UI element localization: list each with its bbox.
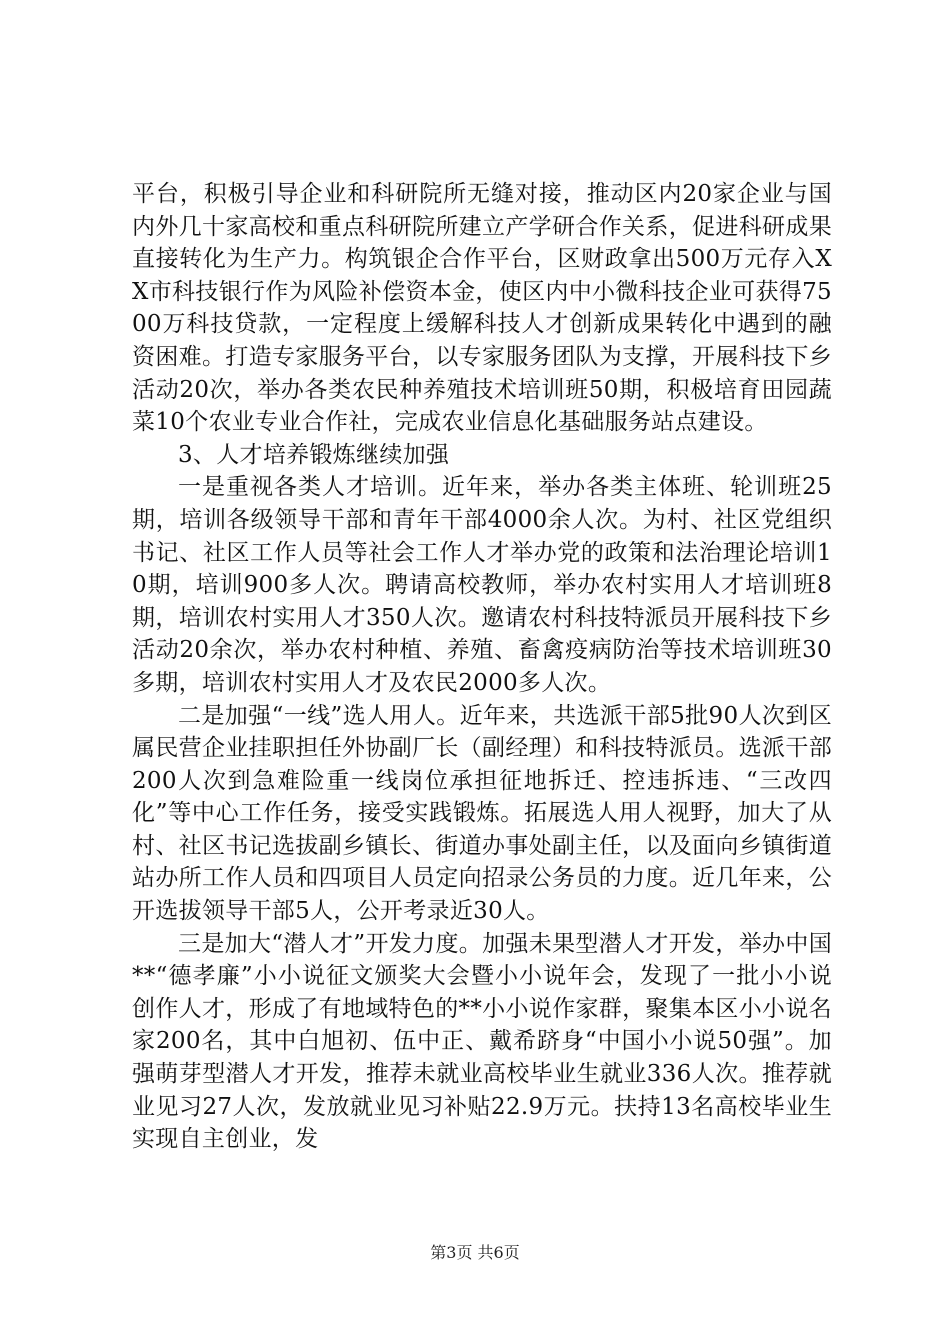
paragraph-frontline: 二是加强“一线”选人用人。近年来，共选派干部5批90人次到区属民营企业挂职担任外协副厂长（副经理）和科技特派员。选派干部200人次到急难险重一线岗位承担征地拆迁、控违拆违、“三改四化”等中心工作任务，接受实践锻炼。拓展选人用人视野，加大了从村、社区书记选拔副乡镇长、街道办事处副主任，以及面向乡镇街道站办所工作人员和四项目人员定向招录公务员的力度。近几年来，公开选拔领导干部5人，公开考录近30人。	[132, 702, 832, 925]
paragraph-potential-talent: 三是加大“潜人才”开发力度。加强未果型潜人才开发，举办中国**“德孝廉”小小说征文颁奖大会暨小小说年会，发现了一批小小说创作人才，形成了有地域特色的**小小说作家群，聚集本区小小说名家200名，其中白旭初、伍中正、戴希跻身“中国小小说50强”。加强萌芽型潜人才开发，推荐未就业高校毕业生就业336人次。推荐就业见习27人次，发放就业见习补贴22.9万元。扶持13名高校毕业生实现自主创业，发	[132, 930, 832, 1153]
paragraph-continuation: 平台，积极引导企业和科研院所无缝对接，推动区内20家企业与国内外几十家高校和重点科研院所建立产学研合作关系，促进科研成果直接转化为生产力。构筑银企合作平台，区财政拿出500万元存入XX市科技银行作为风险补偿资本金，使区内中小微科技企业可获得7500万科技贷款，一定程度上缓解科技人才创新成果转化中遇到的融资困难。打造专家服务平台，以专家服务团队为支撑，开展科技下乡活动20次，举办各类农民种养殖技术培训班50期，积极培育田园蔬菜10个农业专业合作社，完成农业信息化基础服务站点建设。	[132, 181, 832, 436]
paragraph-training: 一是重视各类人才培训。近年来，举办各类主体班、轮训班25期，培训各级领导干部和青年干部4000余人次。为村、社区党组织书记、社区工作人员等社会工作人才举办党的政策和法治理论培训10期，培训900多人次。聘请高校教师，举办农村实用人才培训班8期，培训农村实用人才350人次。邀请农村科技特派员开展科技下乡活动20余次，举办农村种植、养殖、畜禽疫病防治等技术培训班30多期，培训农村实用人才及农民2000多人次。	[132, 474, 832, 696]
document-body	[132, 178, 832, 1156]
page-footer: 第3页 共6页	[430, 1243, 520, 1262]
section-heading: 3、人才培养锻炼继续加强	[178, 441, 450, 468]
